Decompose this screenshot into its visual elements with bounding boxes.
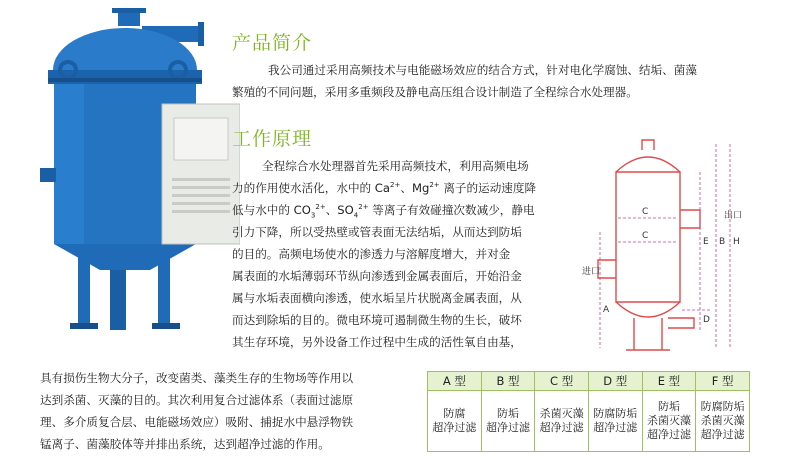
type-header-a: A 型	[428, 372, 482, 391]
type-header-f: F 型	[696, 372, 750, 391]
intro-heading: 产品简介	[232, 32, 313, 54]
intro-line-2: 繁殖的不同问题，采用多重频段及静电高压组合设计制造了全程综合水处理器。	[232, 85, 638, 99]
principle-line-13: 锰离子、菌藻胶体等并排出系统，达到超净过滤的作用。	[40, 437, 330, 451]
dim-label-c-mid: C	[642, 231, 649, 241]
principle-line-7: 属与水垢表面横向渗透，使水垢呈片状脱离金属表面，从	[232, 291, 522, 305]
intro-line-1: 我公司通过采用高频技术与电能磁场效应的结合方式，针对电化学腐蚀、结垢、菌藻	[268, 63, 697, 77]
principle-line-5: 的目的。高频电场使水的渗透力与溶解度增大，并对金	[232, 247, 511, 261]
principle-line-9: 其生存环境，另外设备工作过程中生成的活性氧自由基，	[232, 335, 522, 349]
type-cell-d: 防腐防垢 超净过滤	[588, 391, 642, 452]
dim-label-e: E	[703, 237, 709, 247]
principle-line-2: 力的作用使水活化，水中的 $Ca^{2+}$、$Mg^{2+}$ 离子的运动速度降	[232, 181, 537, 195]
dim-label-b: B	[719, 237, 726, 247]
dimension-diagram	[582, 132, 762, 362]
types-table	[427, 371, 750, 452]
principle-line-3: 低与水中的 $CO_3^{2+}$、$SO_4^{2+}$ 等离子有效碰撞次数减少，静电	[232, 203, 535, 220]
type-cell-f: 防腐防垢 杀菌灭藻 超净过滤	[696, 391, 750, 452]
product-photo	[40, 8, 240, 338]
type-header-d: D 型	[588, 372, 642, 391]
superscript-charge: 2+	[429, 181, 440, 190]
principle-line-1: 全程综合水处理器首先采用高频技术，利用高频电场	[262, 159, 529, 173]
types-header-row	[428, 372, 750, 391]
type-cell-e: 防垢 杀菌灭藻 超净过滤	[642, 391, 696, 452]
type-cell-c: 杀菌灭藻 超净过滤	[535, 391, 589, 452]
principle-line-4: 引力下降，所以受热壁或管表面无法结垢，从而达到防垢	[232, 225, 522, 239]
type-cell-a: 防腐 超净过滤	[428, 391, 482, 452]
dim-label-h: H	[733, 237, 740, 247]
dim-label-c-top: C	[642, 207, 649, 217]
outlet-label: 出口	[724, 211, 743, 221]
dim-label-d: D	[703, 315, 710, 325]
principle-line-11: 达到杀菌、灭藻的目的。其次利用复合过滤体系（表面过滤原	[40, 393, 354, 407]
type-header-c: C 型	[535, 372, 589, 391]
principle-line-6: 属表面的水垢薄弱环节纵向渗透到金属表面后，开始沿金	[232, 269, 522, 283]
type-cell-b: 防垢 超净过滤	[481, 391, 535, 452]
superscript-charge: 2+	[390, 181, 401, 190]
type-header-b: B 型	[481, 372, 535, 391]
dim-label-a: A	[603, 305, 610, 315]
types-feature-row	[428, 391, 750, 452]
inlet-label: 进口	[582, 267, 601, 277]
principle-heading: 工作原理	[232, 128, 313, 150]
principle-line-12: 理、多介质复合层、电能磁场效应）吸附、捕捉水中悬浮物铁	[40, 415, 354, 429]
principle-line-10: 具有损伤生物大分子，改变菌类、藻类生存的生物场等作用以	[40, 371, 354, 385]
principle-line-8: 而达到除垢的目的。微电环境可遏制微生物的生长，破坏	[232, 313, 522, 327]
type-header-e: E 型	[642, 372, 696, 391]
